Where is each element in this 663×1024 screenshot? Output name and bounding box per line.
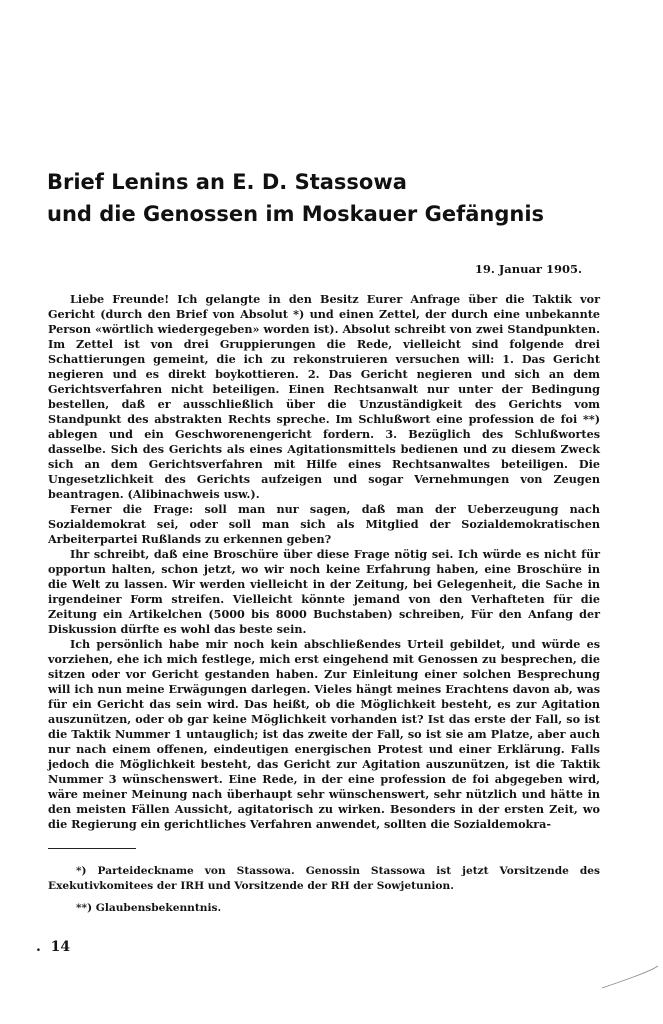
letter-title [47,166,637,230]
footnote: *) Parteideckname von Stassowa. Genossin Stassowa ist jetzt Vorsitzende des Exekutivkomitees der IRH und Vorsitzende der RH der Sowjetunion. [48,865,600,892]
pencil-mark [600,962,660,992]
paragraph: Ich persönlich habe mir noch kein abschließendes Urteil gebildet, und würde es vorziehen, ehe ich mich festlege, mich erst eingehend mit Genossen zu besprechen, die sitzen oder vor Gericht gestanden haben. Zur Einleitung einer solchen Besprechung will ich nun meine Erwägungen darlegen. Vieles hängt meines Erachtens davon ab, was für ein Gericht das sein wird. Das heißt, ob die Möglichkeit besteht, es zur Agitation auszunützen, oder ob gar keine Möglichkeit vorhanden ist? Ist das erste der Fall, so ist die Taktik Nummer 1 untauglich; ist das zweite der Fall, so ist sie am Platze, aber auch nur nach einem offenen, eindeutigen energischen Protest und einer Erklärung. Falls jedoch die Möglichkeit besteht, das Gericht zur Agitation auszunützen, ist die Taktik Nummer 3 wünschenswert. Eine Rede, in der eine profession de foi abgegeben wird, wäre meiner Meinung nach überhaupt sehr wünschenswert, sehr nützlich und hätte in den meisten Fällen Aussicht, agitatorisch zu wirken. Besonders in der ersten Zeit, wo die Regierung ein gerichtliches Verfahren anwendet, sollten die Sozialdemokra- [48,637,600,831]
paragraph: Liebe Freunde! Ich gelangte in den Besitz Eurer Anfrage über die Taktik vor Gericht (durch den Brief von Absolut *) und einen Zettel, der durch eine unbekannte Person «wörtlich wiedergegeben» worden ist). Absolut schreibt von zwei Standpunkten. Im Zettel ist von drei Gruppierungen die Rede, vielleicht sind folgende drei Schattierungen gemeint, die ich zu rekonstruieren versuchen will: 1. Das Gericht negieren und es direkt boykottieren. 2. Das Gericht negieren und sich an dem Gerichtsverfahren nicht beteiligen. Einen Rechtsanwalt nur unter der Bedingung bestellen, daß er ausschließlich über die Unzuständigkeit des Gerichts vom Standpunkt des abstrakten Rechts spreche. Im Schlußwort eine profession de foi **) ablegen und ein Geschworenengericht fordern. 3. Bezüglich des Schlußwortes dasselbe. Sich des Gerichts als eines Agitationsmittels bedienen und zu diesem Zweck sich an dem Gerichtsverfahren mit Hilfe eines Rechtsanwaltes beteiligen. Die Ungesetzlichkeit des Gerichts aufzeigen und sogar Vernehmungen von Zeugen beantragen. (Alibinachweis usw.). [48,292,600,501]
page-number [36,939,70,955]
paragraph: Ihr schreibt, daß eine Broschüre über diese Frage nötig sei. Ich würde es nicht für opportun halten, schon jetzt, wo wir noch keine Erfahrung haben, eine Broschüre in die Welt zu lassen. Wir werden vielleicht in der Zeitung, bei Gelegenheit, die Sache in irgendeiner Form streifen. Vielleicht könnte jemand von den Verhafteten für die Zeitung ein Artikelchen (5000 bis 8000 Buchstaben) schreiben, Für den Anfang der Diskussion dürfte es wohl das beste sein. [48,547,600,636]
paragraph: Ferner die Frage: soll man nur sagen, daß man der Ueberzeugung nach Sozialdemokrat sei, oder soll man sich als Mitglied der Sozialdemokratischen Arbeiterpartei Rußlands zu erkennen geben? [48,502,600,546]
letter-body [48,292,600,832]
title-line-2: und die Genossen im Moskauer Gefängnis [47,202,545,226]
title-line-1: Brief Lenins an E. D. Stassowa [47,170,407,194]
letter-date: 19. Januar 1905. [474,262,582,276]
footnote-divider [48,848,136,849]
page-number-value: 14 [50,939,71,955]
page-dot: . [36,939,51,955]
footnote: **) Glaubensbekenntnis. [76,902,222,914]
footnotes [48,864,600,923]
